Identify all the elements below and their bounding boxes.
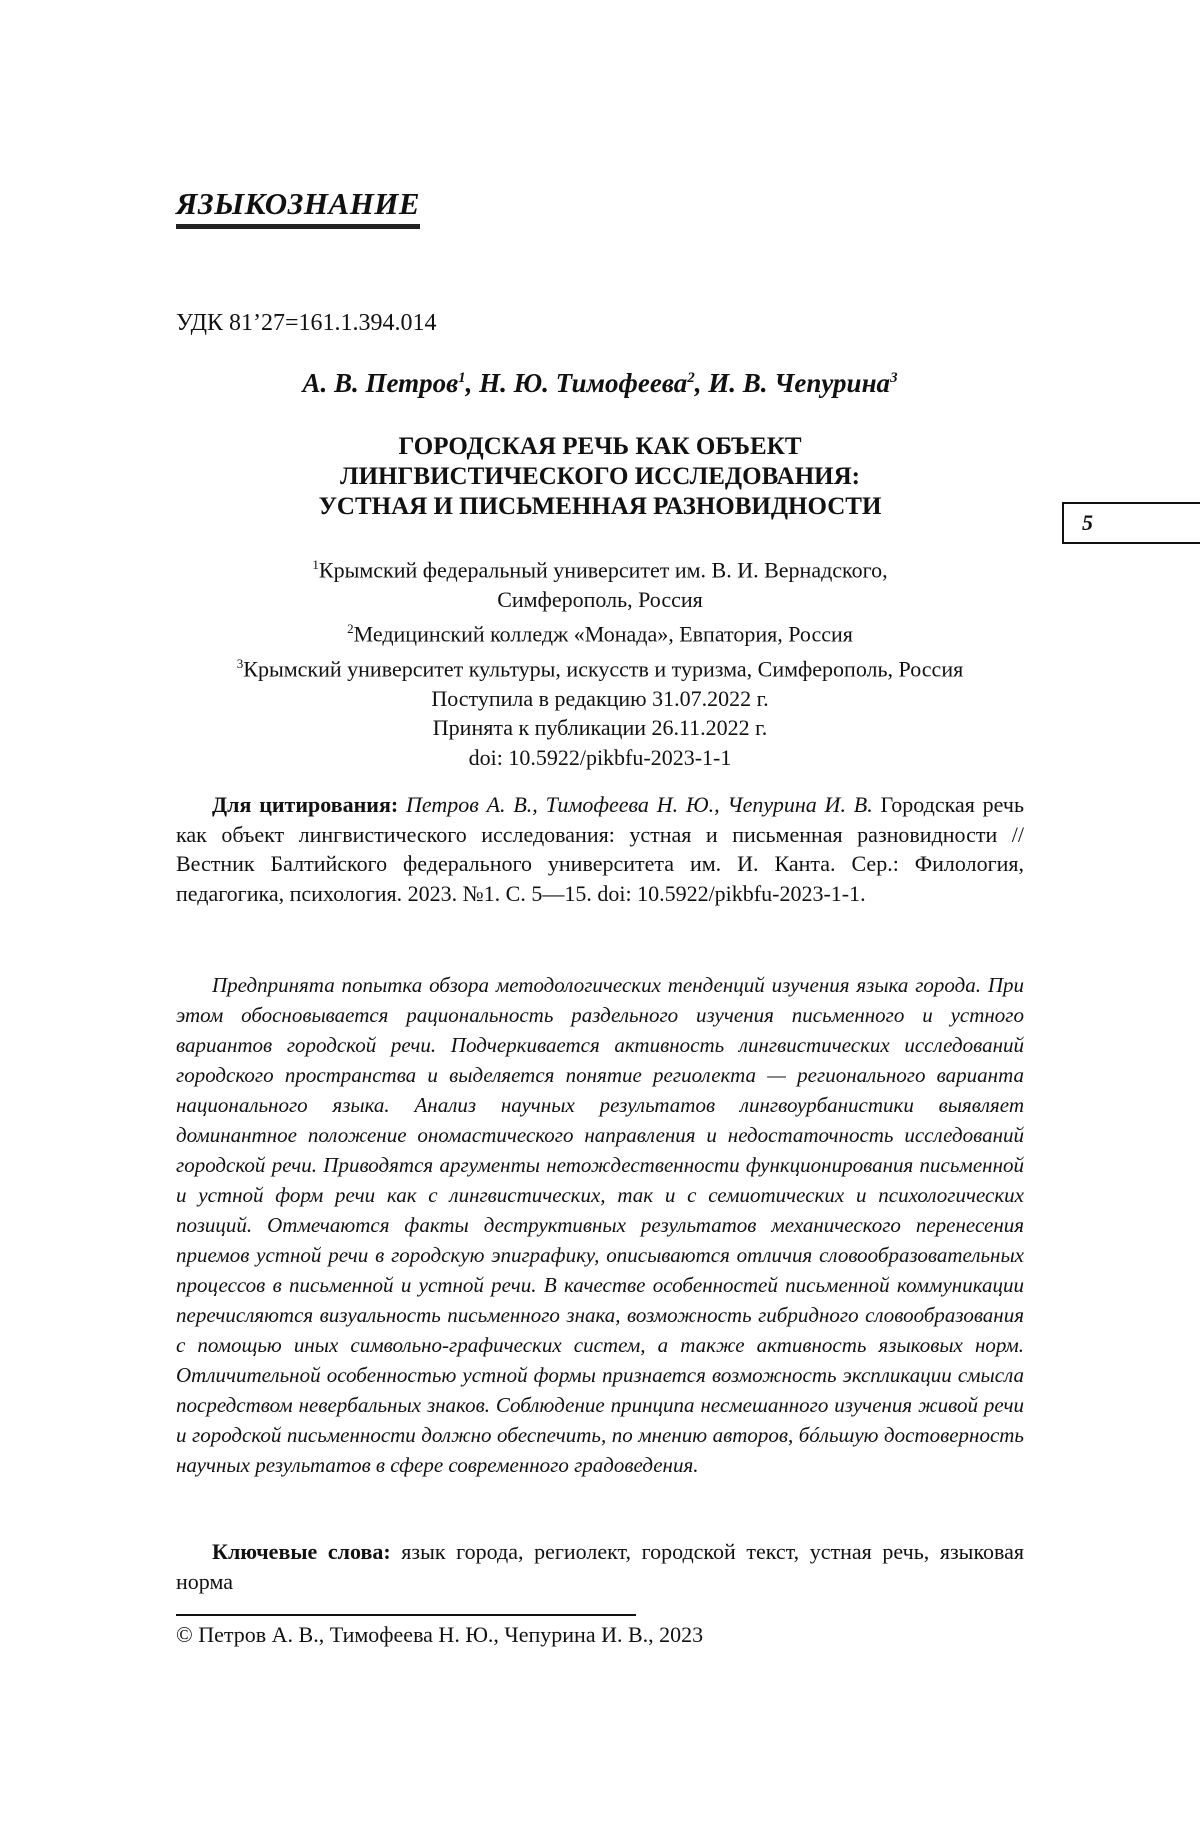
udc-code: УДК 81’27=161.1.394.014 xyxy=(176,310,437,336)
keywords-label: Ключевые слова: xyxy=(212,1539,391,1564)
keywords-text: язык города, региолект, городской текст, устная речь, языковая норма xyxy=(176,1539,1024,1594)
section-heading: ЯЗЫКОЗНАНИЕ xyxy=(176,186,420,229)
affiliation-1-city: Симферополь, Россия xyxy=(497,586,703,612)
author-sep: , xyxy=(465,368,480,398)
affiliation-3 xyxy=(0,649,1200,684)
affiliations xyxy=(0,550,1200,772)
affiliation-2-text: Медицинский колледж «Монада», Евпатория, Россия xyxy=(353,621,853,647)
title-line: ГОРОДСКАЯ РЕЧЬ КАК ОБЪЕКТ xyxy=(398,433,802,460)
citation-text: Городская речь как объект лингвистического исследования: устная и письменная разновидности // Вестник Балтийского федерального университета им. И. Канта. Сер.: Филология, педагогика, психология. 2023. №1. С. 5—15. doi: 10.5922/pikbfu-2023-1-1. xyxy=(176,792,1024,906)
affiliation-2 xyxy=(0,614,1200,649)
affiliation-1-text: Крымский федеральный университет им. В. И. Вернадского, xyxy=(318,557,888,583)
citation-authors: Петров А. В., Тимофеева Н. Ю., Чепурина И. В. xyxy=(406,792,873,817)
authors-line xyxy=(0,368,1200,399)
article-title xyxy=(0,432,1200,522)
author-sep: , xyxy=(694,368,709,398)
author-3: И. В. Чепурина xyxy=(708,368,891,398)
author-3-sup: 3 xyxy=(890,370,898,386)
title-line: ЛИНГВИСТИЧЕСКОГО ИССЛЕДОВАНИЯ: xyxy=(339,463,861,490)
received-date: Поступила в редакцию 31.07.2022 г. xyxy=(431,685,769,711)
author-2: Н. Ю. Тимофеева xyxy=(479,368,688,398)
title-line: УСТНАЯ И ПИСЬМЕННАЯ РАЗНОВИДНОСТИ xyxy=(318,493,882,520)
abstract: Предпринята попытка обзора методологических тенденций изучения языка города. При этом обосновывается рациональность раздельного изучения письменного и устного вариантов городской речи. Подчеркивается активность лингвистических исследований городского пространства и выделяется понятие региолекта — регионального варианта национального языка. Анализ научных результатов лингвоурбанистики выявляет доминантное положение ономастического направления и недостаточность исследований городской речи. Приводятся аргументы нетождественности функционирования письменной и устной форм речи как с лингвистических, так и с семиотических и психологических позиций. Отмечаются факты деструктивных результатов механического перенесения приемов устной речи в городскую эпиграфику, описываются отличия словообразовательных процессов в письменной и устной речи. В качестве особенностей письменной коммуникации перечисляются визуальность письменного знака, возможность гибридного словообразования с помощью иных символьно-графических систем, а также активность языковых норм. Отличительной особенностью устной формы признается возможность экспликации смысла посредством невербальных знаков. Соблюдение принципа несмешанного изучения живой речи и городской письменности должно обеспечить, по мнению авторов, бóльшую достоверность научных результатов в сфере современного градоведения. xyxy=(176,973,1024,1477)
author-2-sup: 2 xyxy=(687,370,695,386)
citation xyxy=(176,790,1024,908)
copyright: © Петров А. В., Тимофеева Н. Ю., Чепурина И. В., 2023 xyxy=(176,1622,704,1647)
author-1: А. В. Петров xyxy=(302,368,459,398)
affiliation-3-sup: 3 xyxy=(236,656,244,672)
page-number: 5 xyxy=(1062,502,1200,544)
citation-label: Для цитирования: xyxy=(212,792,399,817)
doi: doi: 10.5922/pikbfu-2023-1-1 xyxy=(468,744,732,770)
affiliation-1-sup: 1 xyxy=(312,557,319,572)
footnote-divider xyxy=(176,1614,636,1616)
affiliation-2-sup: 2 xyxy=(347,621,354,637)
affiliation-1 xyxy=(0,550,1200,585)
affiliation-3-text: Крымский университет культуры, искусств и туризма, Симферополь, Россия xyxy=(243,656,964,682)
keywords xyxy=(176,1537,1024,1596)
accepted-date: Принята к публикации 26.11.2022 г. xyxy=(432,715,768,741)
author-1-sup: 1 xyxy=(458,370,466,386)
